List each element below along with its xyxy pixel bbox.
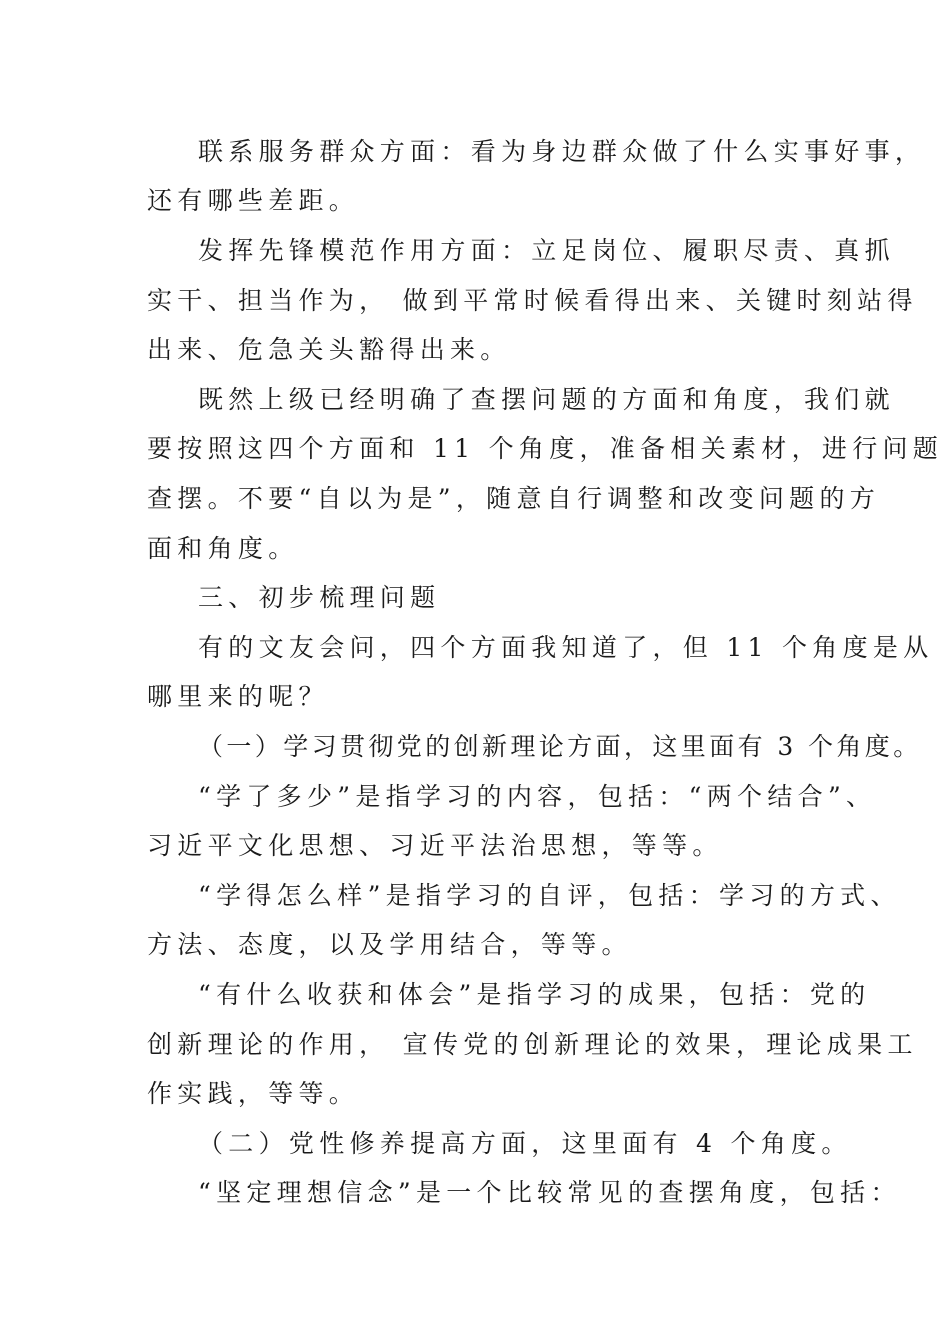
paragraph-line: “坚定理想信念”是一个比较常见的查摆角度，包括：	[198, 1178, 901, 1207]
paragraph-line: 查摆。不要“自以为是”，随意自行调整和改变问题的方	[147, 484, 881, 513]
paragraph-line: 创新理论的作用， 宣传党的创新理论的效果，理论成果工	[147, 1030, 918, 1059]
paragraph-line: 面和角度。	[147, 534, 299, 563]
paragraph-line: 作实践，等等。	[147, 1079, 360, 1108]
paragraph-line: 习近平文化思想、习近平法治思想，等等。	[147, 831, 723, 860]
paragraph-line: 实干、担当作为， 做到平常时候看得出来、关键时刻站得	[147, 286, 918, 315]
paragraph-line: 发挥先锋模范作用方面：立足岗位、履职尽责、真抓	[198, 236, 895, 265]
paragraph-line: “学得怎么样”是指学习的自评，包括：学习的方式、	[198, 881, 901, 910]
paragraph-line: 哪里来的呢？	[147, 682, 329, 711]
paragraph-line: 出来、危急关头豁得出来。	[147, 335, 511, 364]
paragraph-line: 联系服务群众方面：看为身边群众做了什么实事好事，	[198, 137, 926, 166]
paragraph-line: “有什么收获和体会”是指学习的成果，包括：党的	[198, 980, 871, 1009]
paragraph-line: 有的文友会问，四个方面我知道了，但 11 个角度是从	[198, 633, 934, 662]
paragraph-line: 还有哪些差距。	[147, 186, 360, 215]
section-heading: 三、初步梳理问题	[198, 583, 441, 612]
paragraph-line: 方法、态度，以及学用结合，等等。	[147, 930, 632, 959]
paragraph-line: 要按照这四个方面和 11 个角度，准备相关素材，进行问题	[147, 434, 944, 463]
subsection-heading: （二）党性修养提高方面，这里面有 4 个角度。	[198, 1129, 852, 1158]
paragraph-line: “学了多少”是指学习的内容，包括：“两个结合”、	[198, 782, 877, 811]
subsection-heading: （一）学习贯彻党的创新理论方面，这里面有 3 个角度。	[198, 732, 922, 761]
paragraph-line: 既然上级已经明确了查摆问题的方面和角度，我们就	[198, 385, 895, 414]
